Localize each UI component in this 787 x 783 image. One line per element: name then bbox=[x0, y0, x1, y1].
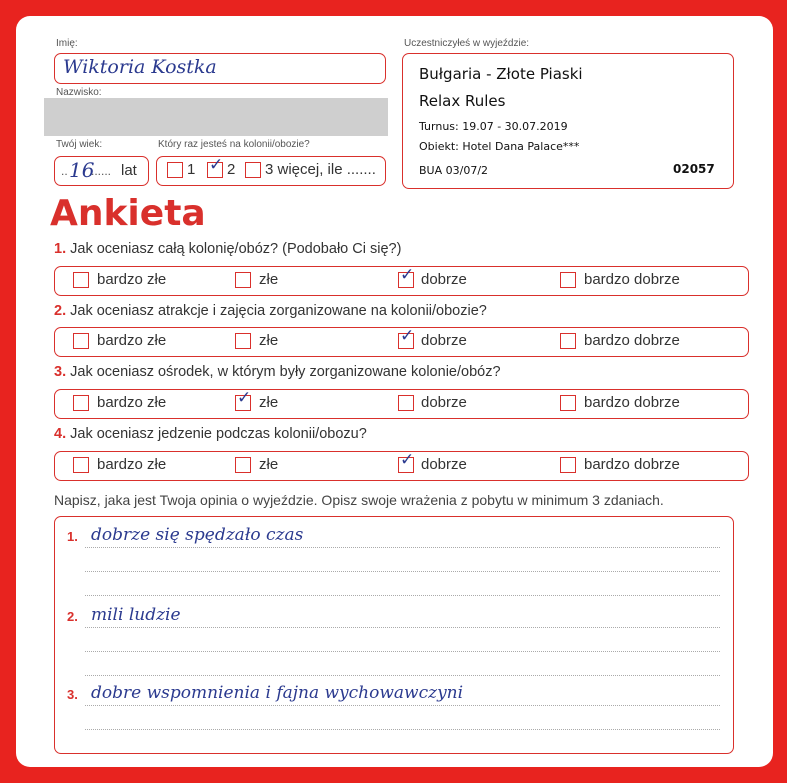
camp-info-box bbox=[402, 53, 734, 189]
last-name-label: Nazwisko: bbox=[56, 87, 102, 98]
question-4-number: 4. bbox=[54, 426, 67, 442]
opinion-instruction: Napisz, jaka jest Twoja opinia o wyjeździe. Opisz swoje wrażenia z pobytu w minimum 3 zdaniach. bbox=[54, 492, 664, 508]
q1-option-dobrze: dobrze bbox=[421, 271, 467, 288]
writing-line bbox=[85, 571, 720, 572]
camp-count-checkbox-2[interactable] bbox=[207, 155, 224, 178]
q3-checkbox-bardzo-zle[interactable] bbox=[73, 395, 89, 411]
camp-count-option-3: 3 więcej, ile ....... bbox=[265, 161, 376, 178]
writing-line bbox=[85, 675, 720, 676]
q3-option-bardzo-zle: bardzo złe bbox=[97, 394, 167, 411]
q3-option-bardzo-dobrze: bardzo dobrze bbox=[584, 394, 680, 411]
question-3-number: 3. bbox=[54, 364, 67, 380]
opinion-number-1: 1. bbox=[67, 529, 78, 544]
opinion-number-2: 2. bbox=[67, 609, 78, 624]
q3-option-zle: złe bbox=[259, 394, 279, 411]
q2-checkbox-zle[interactable] bbox=[235, 333, 251, 349]
q2-checkbox-bardzo-zle[interactable] bbox=[73, 333, 89, 349]
q2-option-bardzo-zle: bardzo złe bbox=[97, 332, 167, 349]
camp-code: BUA 03/07/2 bbox=[419, 164, 489, 177]
question-1-number: 1. bbox=[54, 241, 67, 257]
first-name-value: Wiktoria Kostka bbox=[63, 56, 217, 78]
q4-checkbox-zle[interactable] bbox=[235, 457, 251, 473]
question-2-number: 2. bbox=[54, 303, 67, 319]
survey-sheet bbox=[16, 16, 773, 767]
q4-option-bardzo-dobrze: bardzo dobrze bbox=[584, 456, 680, 473]
survey-title: Ankieta bbox=[50, 193, 206, 234]
opinion-text-2: mili ludzie bbox=[91, 605, 181, 625]
answer-row-3 bbox=[54, 389, 749, 419]
answer-row-1 bbox=[54, 266, 749, 296]
q1-option-bardzo-dobrze: bardzo dobrze bbox=[584, 271, 680, 288]
q4-checkbox-bardzo-dobrze[interactable] bbox=[560, 457, 576, 473]
camp-destination: Bułgaria - Złote Piaski bbox=[419, 65, 583, 83]
camp-count-field bbox=[156, 156, 386, 186]
age-field[interactable] bbox=[54, 156, 149, 186]
first-name-label: Imię: bbox=[56, 38, 78, 49]
question-3-text: Jak oceniasz ośrodek, w którym były zorganizowane kolonie/obóz? bbox=[70, 364, 501, 380]
age-unit: lat bbox=[121, 162, 137, 179]
q2-option-bardzo-dobrze: bardzo dobrze bbox=[584, 332, 680, 349]
answer-row-2 bbox=[54, 327, 749, 357]
q4-checkbox-bardzo-zle[interactable] bbox=[73, 457, 89, 473]
q2-option-dobrze: dobrze bbox=[421, 332, 467, 349]
camp-count-checkbox-1[interactable] bbox=[167, 162, 183, 178]
opinion-text-3: dobre wspomnienia i fajna wychowawczyni bbox=[91, 683, 464, 703]
camp-count-checkbox-3[interactable] bbox=[245, 162, 261, 178]
q2-option-zle: złe bbox=[259, 332, 279, 349]
question-4-text: Jak oceniasz jedzenie podczas kolonii/obozu? bbox=[70, 426, 367, 442]
q1-option-bardzo-zle: bardzo złe bbox=[97, 271, 167, 288]
age-dots-left: .. bbox=[61, 164, 68, 178]
age-value: 16 bbox=[69, 158, 95, 182]
q4-checkbox-dobrze[interactable] bbox=[398, 450, 415, 473]
q4-option-dobrze: dobrze bbox=[421, 456, 467, 473]
q1-checkbox-bardzo-dobrze[interactable] bbox=[560, 272, 576, 288]
camp-count-option-1: 1 bbox=[187, 161, 196, 178]
check-mark-icon: ✓ bbox=[237, 388, 252, 408]
camp-object: Obiekt: Hotel Dana Palace*** bbox=[419, 140, 580, 153]
check-mark-icon: ✓ bbox=[400, 450, 415, 470]
question-4 bbox=[54, 426, 367, 442]
opinion-box[interactable] bbox=[54, 516, 734, 754]
q3-option-dobrze: dobrze bbox=[421, 394, 467, 411]
writing-line bbox=[85, 595, 720, 596]
camp-turnus: Turnus: 19.07 - 30.07.2019 bbox=[419, 120, 568, 133]
check-mark-icon: ✓ bbox=[400, 265, 415, 285]
q1-checkbox-dobrze[interactable] bbox=[398, 265, 415, 288]
q4-option-zle: złe bbox=[259, 456, 279, 473]
q2-checkbox-bardzo-dobrze[interactable] bbox=[560, 333, 576, 349]
writing-line bbox=[85, 705, 720, 706]
q3-checkbox-zle[interactable] bbox=[235, 388, 252, 411]
q1-checkbox-zle[interactable] bbox=[235, 272, 251, 288]
answer-row-4 bbox=[54, 451, 749, 481]
writing-line bbox=[85, 651, 720, 652]
q1-checkbox-bardzo-zle[interactable] bbox=[73, 272, 89, 288]
question-2-text: Jak oceniasz atrakcje i zajęcia zorganizowane na kolonii/obozie? bbox=[70, 303, 487, 319]
q3-checkbox-bardzo-dobrze[interactable] bbox=[560, 395, 576, 411]
camp-count-label: Który raz jesteś na kolonii/obozie? bbox=[158, 139, 310, 150]
question-2 bbox=[54, 303, 487, 319]
camp-number: 02057 bbox=[673, 162, 715, 176]
writing-line bbox=[85, 627, 720, 628]
q4-option-bardzo-zle: bardzo złe bbox=[97, 456, 167, 473]
q3-checkbox-dobrze[interactable] bbox=[398, 395, 414, 411]
opinion-text-1: dobrze się spędzało czas bbox=[91, 525, 304, 545]
camp-program: Relax Rules bbox=[419, 92, 506, 110]
age-label: Twój wiek: bbox=[56, 139, 103, 150]
writing-line bbox=[85, 547, 720, 548]
redacted-last-name bbox=[44, 98, 388, 136]
check-mark-icon: ✓ bbox=[209, 155, 224, 175]
question-1-text: Jak oceniasz całą kolonię/obóz? (Podobało Ci się?) bbox=[70, 241, 402, 257]
opinion-number-3: 3. bbox=[67, 687, 78, 702]
q2-checkbox-dobrze[interactable] bbox=[398, 326, 415, 349]
age-dots: ...... bbox=[91, 164, 112, 178]
question-1 bbox=[54, 241, 401, 257]
question-3 bbox=[54, 364, 501, 380]
first-name-field[interactable] bbox=[54, 53, 386, 84]
camp-info-label: Uczestniczyłeś w wyjeździe: bbox=[404, 38, 530, 49]
writing-line bbox=[85, 729, 720, 730]
camp-count-option-2: 2 bbox=[227, 161, 236, 178]
check-mark-icon: ✓ bbox=[400, 326, 415, 346]
q1-option-zle: złe bbox=[259, 271, 279, 288]
